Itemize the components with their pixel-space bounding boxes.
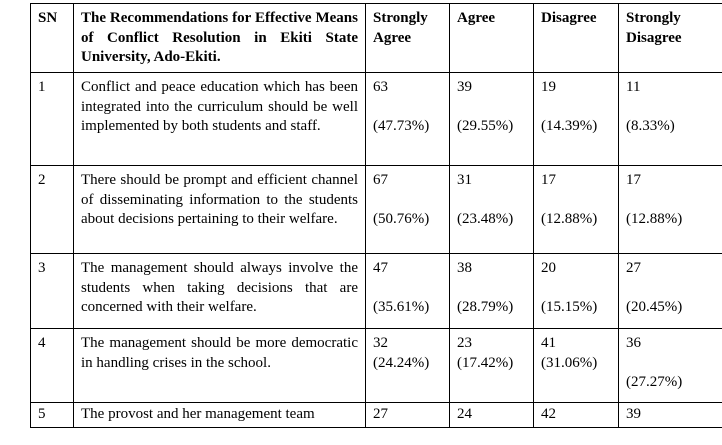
recommendation-cell: The provost and her management team — [74, 403, 366, 428]
col-header-sn: SN — [31, 4, 74, 73]
table-row — [31, 403, 722, 428]
response-count: 32 — [373, 335, 388, 351]
response-percent: (14.39%) — [541, 118, 598, 134]
response-stat-cell — [366, 254, 450, 329]
recommendation-cell: The management should be more democratic in handling crises in the school. — [74, 329, 366, 403]
response-stat-cell — [619, 254, 722, 329]
response-percent: (28.79%) — [457, 299, 514, 315]
response-percent: (12.88%) — [541, 211, 598, 227]
response-stat-cell — [450, 403, 534, 428]
response-percent: (8.33%) — [626, 118, 675, 134]
response-count: 39 — [626, 406, 641, 422]
response-stat-cell — [619, 73, 722, 166]
response-percent: (15.15%) — [541, 299, 598, 315]
response-stat-cell — [450, 329, 534, 403]
col-header-agree: Agree — [450, 4, 534, 73]
row-sn-cell: 1 — [31, 73, 74, 166]
row-sn-cell: 4 — [31, 329, 74, 403]
response-stat-cell — [619, 403, 722, 428]
response-stat-cell — [534, 73, 619, 166]
response-count: 36 — [626, 335, 641, 351]
response-count: 41 — [541, 335, 556, 351]
recommendation-cell: Conflict and peace education which has been integrated into the curriculum should be well implemented by both students and staff. — [74, 73, 366, 166]
response-stat-cell — [534, 254, 619, 329]
response-count: 67 — [373, 172, 388, 188]
response-stat-cell — [366, 329, 450, 403]
response-count: 11 — [626, 79, 641, 95]
response-stat-cell — [450, 166, 534, 254]
table-row — [31, 329, 722, 403]
col-header-strongly-disagree: Strongly Disagree — [619, 4, 722, 73]
table-header-row — [31, 4, 722, 73]
response-stat-cell — [534, 329, 619, 403]
response-count: 17 — [541, 172, 556, 188]
response-percent: (17.42%) — [457, 354, 514, 371]
response-count: 42 — [541, 406, 556, 422]
response-stat-cell — [366, 403, 450, 428]
response-percent: (23.48%) — [457, 211, 514, 227]
response-percent: (24.24%) — [373, 354, 430, 371]
response-count: 24 — [457, 406, 472, 422]
response-stat-cell — [450, 73, 534, 166]
table-row — [31, 73, 722, 166]
table-row — [31, 166, 722, 254]
table-row — [31, 254, 722, 329]
response-stat-cell — [619, 329, 722, 403]
response-percent: (27.27%) — [626, 374, 683, 390]
recommendation-cell: There should be prompt and efficient channel of disseminating information to the students about decisions pertaining to their welfare. — [74, 166, 366, 254]
response-percent: (29.55%) — [457, 118, 514, 134]
row-sn-cell: 3 — [31, 254, 74, 329]
recommendation-cell: The management should always involve the students when taking decisions that are concerned with their welfare. — [74, 254, 366, 329]
document-page — [30, 3, 722, 428]
response-count: 47 — [373, 260, 388, 276]
col-header-disagree: Disagree — [534, 4, 619, 73]
response-stat-cell — [450, 254, 534, 329]
response-count: 20 — [541, 260, 556, 276]
response-percent: (31.06%) — [541, 354, 598, 371]
response-stat-cell — [619, 166, 722, 254]
response-count: 38 — [457, 260, 472, 276]
row-sn-cell: 5 — [31, 403, 74, 428]
response-stat-cell — [534, 166, 619, 254]
response-percent: (35.61%) — [373, 299, 430, 315]
response-count: 63 — [373, 79, 388, 95]
response-count: 27 — [626, 260, 641, 276]
response-count: 23 — [457, 335, 472, 351]
response-stat-cell — [534, 403, 619, 428]
response-percent: (12.88%) — [626, 211, 683, 227]
response-count: 19 — [541, 79, 556, 95]
response-count: 27 — [373, 406, 388, 422]
response-percent: (47.73%) — [373, 118, 430, 134]
response-percent: (20.45%) — [626, 299, 683, 315]
response-count: 31 — [457, 172, 472, 188]
recommendations-table — [30, 3, 722, 428]
response-count: 17 — [626, 172, 641, 188]
response-stat-cell — [366, 73, 450, 166]
col-header-recommendation: The Recommendations for Effective Means of Conflict Resolution in Ekiti State University, Ado-Ekiti. — [74, 4, 366, 73]
col-header-strongly-agree: Strongly Agree — [366, 4, 450, 73]
response-count: 39 — [457, 79, 472, 95]
row-sn-cell: 2 — [31, 166, 74, 254]
response-percent: (50.76%) — [373, 211, 430, 227]
response-stat-cell — [366, 166, 450, 254]
